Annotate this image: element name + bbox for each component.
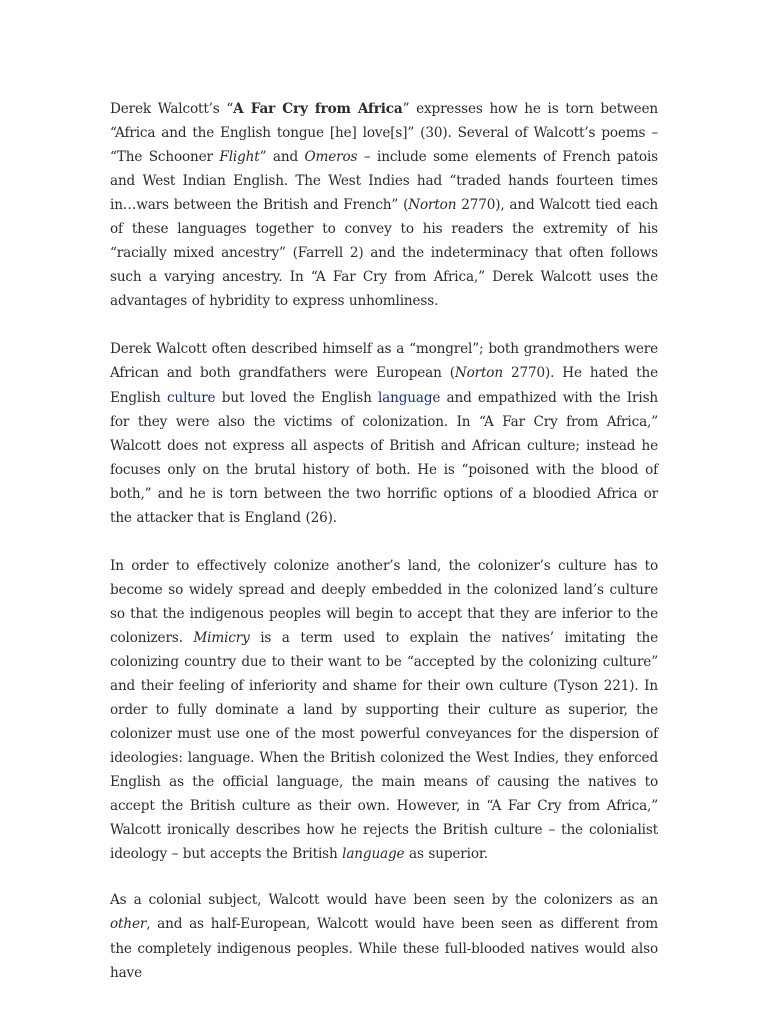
paragraph-1: [110, 97, 658, 313]
p1-text-3: ” and: [259, 149, 305, 166]
p1-italic-norton: Norton: [408, 197, 457, 214]
p2-italic-norton: Norton: [454, 365, 503, 382]
p3-italic-language: language: [342, 846, 405, 863]
p2-text-3: but loved the English: [215, 389, 378, 406]
poem-title: A Far Cry from Africa: [233, 101, 403, 117]
p2-text-2: 2770). He hated the English: [110, 365, 658, 406]
paragraph-4: [110, 888, 658, 984]
p4-italic-other: other: [110, 916, 147, 933]
p1-text-1: Derek Walcott’s “: [110, 101, 234, 117]
p1-italic-omeros: Omeros: [304, 149, 358, 166]
p3-italic-mimicry: Mimicry: [193, 629, 250, 646]
p1-text-2: ” expresses how he is torn between “Africa and the English tongue [he] love[s]” (30). Several of Walcott’s poems – “The Schooner: [110, 101, 658, 166]
p4-text-1: As a colonial subject, Walcott would have been seen by the colonizers as an: [110, 892, 658, 909]
document-body: [110, 97, 658, 1009]
language-link[interactable]: language: [377, 389, 441, 406]
paragraph-2: [110, 337, 658, 529]
p3-text-2: is a term used to explain the natives’ imitating the colonizing country due to their want to be “accepted by the colonizing culture” and their feeling of inferiority and shame for their own culture (Tyson 221). In order to fully dominate a land by supporting their culture as superior, the colonizer must use one of the most powerful conveyances for the dispersion of ideologies: language. When the British colonized the West Indies, they enforced English as the official language, the main means of causing the natives to accept the British culture as their own. However, in “A Far Cry from Africa,” Walcott ironically describes how he rejects the British culture – the colonialist ideology – but accepts the British: [110, 629, 658, 863]
p1-text-5: 2770), and Walcott tied each of these languages together to convey to his readers the extremity of his “racially mixed ancestry” (Farrell 2) and the indeterminacy that often follows such a varying ancestry. In “A Far Cry from Africa,” Derek Walcott uses the advantages of hybridity to express unhomliness.: [110, 197, 658, 310]
p1-italic-flight: Flight: [219, 149, 260, 166]
culture-link[interactable]: culture: [167, 389, 216, 406]
p2-text-4: and empathized with the Irish for they were also the victims of colonization. In “A Far Cry from Africa,” Walcott does not express all aspects of British and African culture; instead he focuses only on the brutal history of both. He is “poisoned with the blood of both,” and he is torn between the two horrific options of a bloodied Africa or the attacker that is England (26).: [110, 389, 658, 526]
p3-text-1: In order to effectively colonize another’s land, the colonizer’s culture has to become so widely spread and deeply embedded in the colonized land’s culture so that the indigenous peoples will begin to accept that they are inferior to the colonizers.: [110, 557, 658, 646]
p4-text-2: , and as half-European, Walcott would have been seen as different from the completely indigenous peoples. While these full-blooded natives would also have: [110, 916, 658, 981]
paragraph-3: [110, 554, 658, 867]
p3-text-3: as superior.: [404, 846, 488, 863]
p2-text-1: Derek Walcott often described himself as a “mongrel”; both grandmothers were African and both grandfathers were European (: [110, 341, 658, 382]
p1-text-4: – include some elements of French patois and West Indian English. The West Indies had “traded hands fourteen times in…wars between the British and French” (: [110, 149, 658, 214]
